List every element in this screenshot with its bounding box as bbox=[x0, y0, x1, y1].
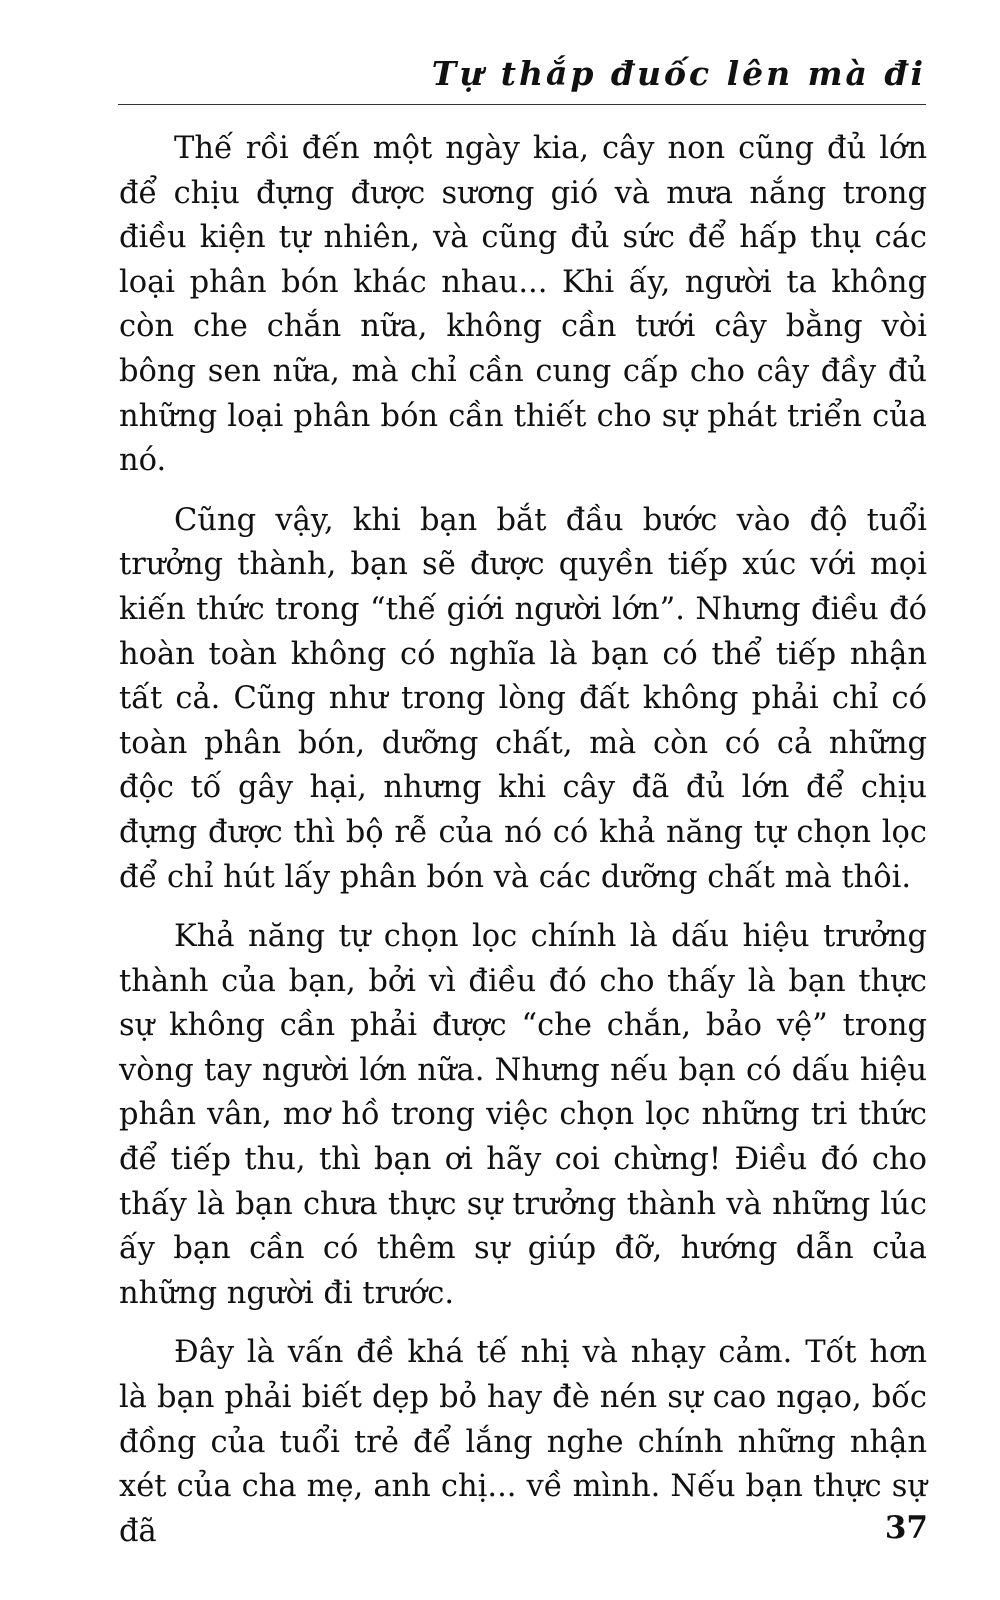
paragraph-2: Cũng vậy, khi bạn bắt đầu bước vào độ tuổi trưởng thành, bạn sẽ được quyền tiếp xúc với mọi kiến thức trong “thế giới người lớn”. Nhưng điều đó hoàn toàn không có nghĩa là bạn có thể tiếp nhận tất cả. Cũng như trong lòng đất không phải chỉ có toàn phân bón, dưỡng chất, mà còn có cả những độc tố gây hại, nhưng khi cây đã đủ lớn để chịu đựng được thì bộ rễ của nó có khả năng tự chọn lọc để chỉ hút lấy phân bón và các dưỡng chất mà thôi. bbox=[119, 502, 927, 895]
running-header bbox=[118, 52, 926, 105]
paragraph-4: Đây là vấn đề khá tế nhị và nhạy cảm. Tốt hơn là bạn phải biết dẹp bỏ hay đè nén sự cao ngạo, bốc đồng của tuổi trẻ để lắng nghe chính những nhận xét của cha mẹ, anh chị... về mình. Nếu bạn thực sự đã bbox=[119, 1335, 927, 1549]
body-text bbox=[119, 127, 927, 1569]
page-number: 37 bbox=[884, 1510, 928, 1546]
running-title: Tự thắp đuốc lên mà đi bbox=[431, 54, 926, 93]
paragraph-3: Khả năng tự chọn lọc chính là dấu hiệu trưởng thành của bạn, bởi vì điều đó cho thấy là bạn thực sự không cần phải được “che chắn, bảo vệ” trong vòng tay người lớn nữa. Nhưng nếu bạn có dấu hiệu phân vân, mơ hồ trong việc chọn lọc những tri thức để tiếp thu, thì bạn ơi hãy coi chừng! Điều đó cho thấy là bạn chưa thực sự trưởng thành và những lúc ấy bạn cần có thêm sự giúp đỡ, hướng dẫn của những người đi trước. bbox=[119, 919, 927, 1311]
paragraph-1: Thế rồi đến một ngày kia, cây non cũng đủ lớn để chịu đựng được sương gió và mưa nắng trong điều kiện tự nhiên, và cũng đủ sức để hấp thụ các loại phân bón khác nhau... Khi ấy, người ta không còn che chắn nữa, không cần tưới cây bằng vòi bông sen nữa, mà chỉ cần cung cấp cho cây đầy đủ những loại phân bón cần thiết cho sự phát triển của nó. bbox=[119, 131, 927, 479]
